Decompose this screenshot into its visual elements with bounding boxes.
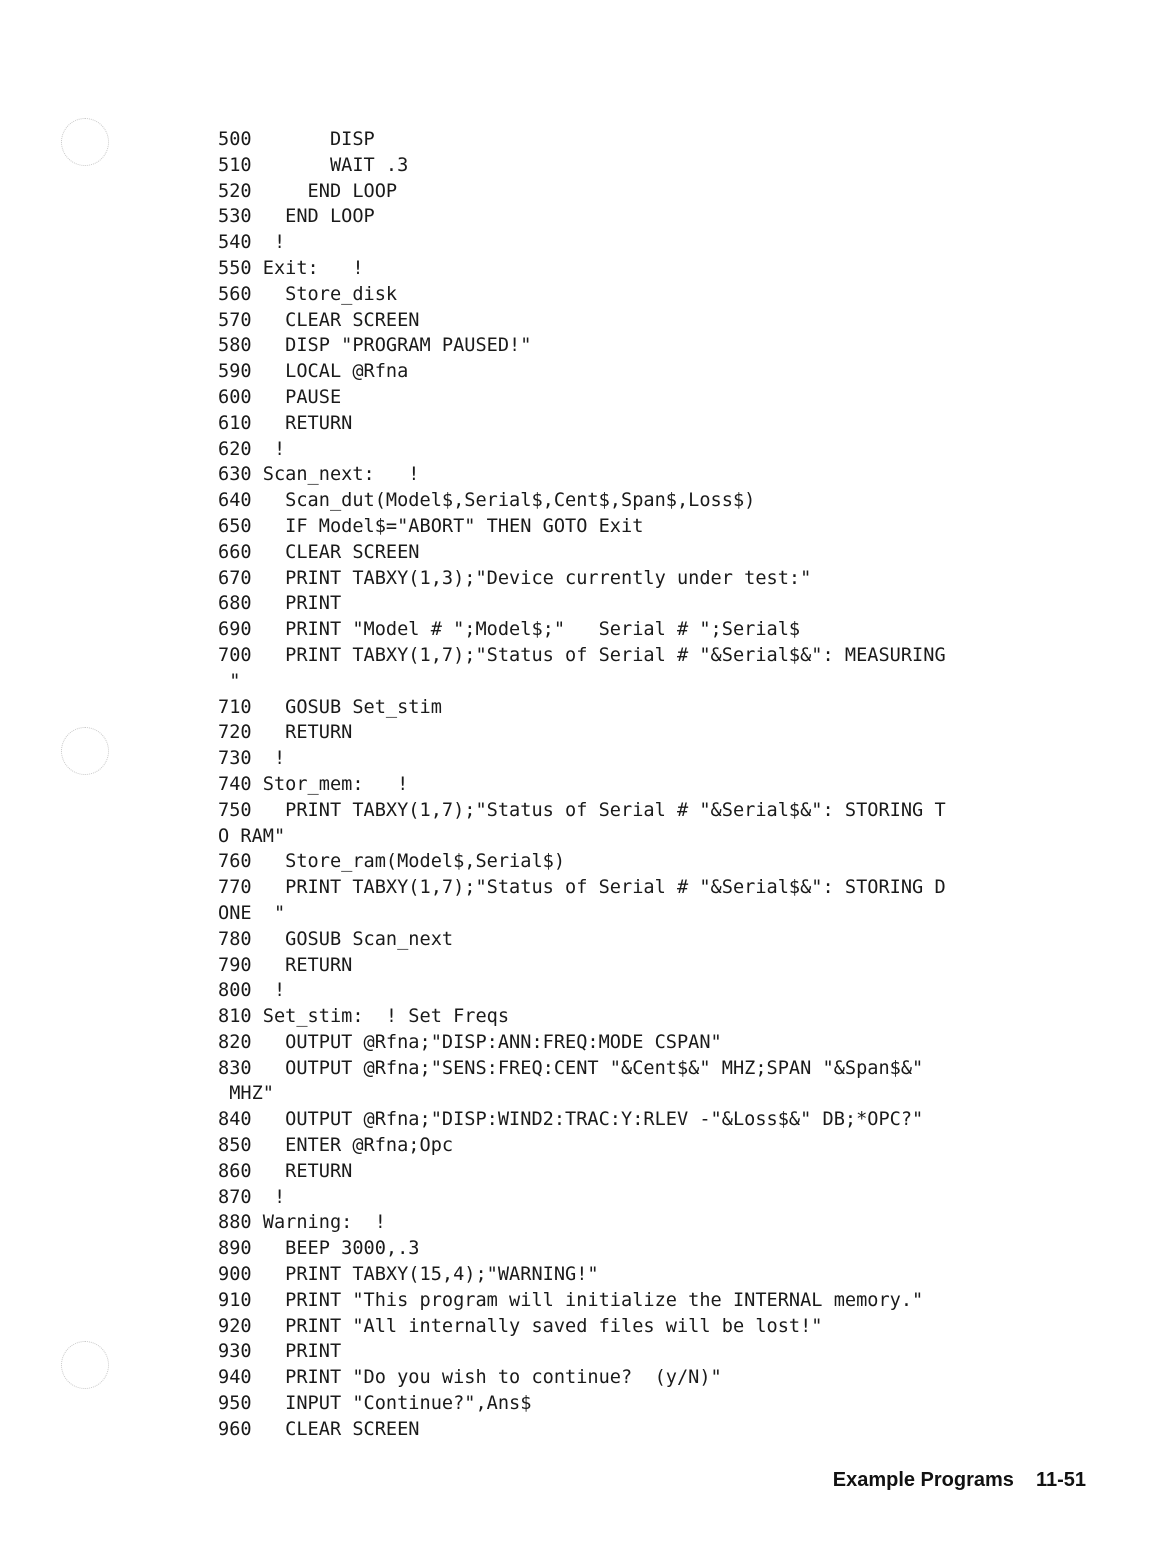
- code-line: 650 IF Model$="ABORT" THEN GOTO Exit: [218, 515, 644, 537]
- code-line: 770 PRINT TABXY(1,7);"Status of Serial # "&Serial$&": STORING D: [218, 877, 946, 899]
- punch-hole: [61, 118, 109, 166]
- code-line: 590 LOCAL @Rfna: [218, 361, 409, 383]
- code-line: 810 Set_stim: ! Set Freqs: [218, 1006, 510, 1028]
- code-line: 570 CLEAR SCREEN: [218, 309, 420, 331]
- code-line: 900 PRINT TABXY(15,4);"WARNING!": [218, 1264, 599, 1286]
- code-line: ": [218, 670, 241, 692]
- code-line: 680 PRINT: [218, 593, 342, 615]
- code-line: 610 RETURN: [218, 412, 353, 434]
- code-line: 560 Store_disk: [218, 283, 398, 305]
- code-line: 870 !: [218, 1186, 286, 1208]
- code-line: 860 RETURN: [218, 1160, 353, 1182]
- code-line: 690 PRINT "Model # ";Model$;" Serial # ";Serial$: [218, 619, 801, 641]
- code-line: 950 INPUT "Continue?",Ans$: [218, 1393, 532, 1415]
- code-line: 730 !: [218, 748, 286, 770]
- code-line: 880 Warning: !: [218, 1212, 386, 1234]
- code-line: 790 RETURN: [218, 954, 353, 976]
- code-line: 930 PRINT: [218, 1341, 342, 1363]
- code-line: 620 !: [218, 438, 286, 460]
- code-line: 840 OUTPUT @Rfna;"DISP:WIND2:TRAC:Y:RLEV -"&Loss$&" DB;*OPC?": [218, 1109, 924, 1131]
- page-footer: [833, 1469, 1086, 1492]
- code-line: 670 PRINT TABXY(1,3);"Device currently under test:": [218, 567, 812, 589]
- code-line: 630 Scan_next: !: [218, 464, 420, 486]
- code-line: 830 OUTPUT @Rfna;"SENS:FREQ:CENT "&Cent$&" MHZ;SPAN "&Span$&": [218, 1057, 924, 1079]
- code-line: 960 CLEAR SCREEN: [218, 1418, 420, 1440]
- code-line: 580 DISP "PROGRAM PAUSED!": [218, 335, 532, 357]
- punch-hole: [61, 1341, 109, 1389]
- code-line: 850 ENTER @Rfna;Opc: [218, 1135, 454, 1157]
- code-line: O RAM": [218, 825, 286, 847]
- code-line: 600 PAUSE: [218, 386, 342, 408]
- footer-page-number: 11-51: [1035, 1469, 1086, 1491]
- code-listing: [218, 127, 946, 1443]
- code-line: 660 CLEAR SCREEN: [218, 541, 420, 563]
- code-line: 940 PRINT "Do you wish to continue? (y/N)": [218, 1367, 722, 1389]
- code-line: 500 DISP: [218, 129, 375, 150]
- code-line: 760 Store_ram(Model$,Serial$): [218, 851, 566, 873]
- code-line: 740 Stor_mem: !: [218, 773, 409, 795]
- code-line: 890 BEEP 3000,.3: [218, 1238, 420, 1260]
- code-line: MHZ": [218, 1083, 274, 1105]
- code-line: 550 Exit: !: [218, 257, 364, 279]
- code-line: 920 PRINT "All internally saved files will be lost!": [218, 1315, 823, 1337]
- code-line: 720 RETURN: [218, 722, 353, 744]
- code-line: 710 GOSUB Set_stim: [218, 696, 442, 718]
- punch-hole: [61, 727, 109, 775]
- code-line: 530 END LOOP: [218, 206, 375, 228]
- code-line: 520 END LOOP: [218, 180, 398, 202]
- code-line: 700 PRINT TABXY(1,7);"Status of Serial # "&Serial$&": MEASURING: [218, 644, 946, 666]
- code-line: 780 GOSUB Scan_next: [218, 928, 454, 950]
- code-line: 510 WAIT .3: [218, 154, 409, 176]
- code-line: 750 PRINT TABXY(1,7);"Status of Serial # "&Serial$&": STORING T: [218, 799, 946, 821]
- footer-section-title: Example Programs: [832, 1469, 1014, 1491]
- code-line: 540 !: [218, 232, 286, 254]
- code-line: ONE ": [218, 902, 286, 924]
- code-line: 820 OUTPUT @Rfna;"DISP:ANN:FREQ:MODE CSPAN": [218, 1031, 722, 1053]
- code-line: 800 !: [218, 980, 286, 1002]
- code-line: 910 PRINT "This program will initialize the INTERNAL memory.": [218, 1289, 924, 1311]
- code-line: 640 Scan_dut(Model$,Serial$,Cent$,Span$,Loss$): [218, 490, 756, 512]
